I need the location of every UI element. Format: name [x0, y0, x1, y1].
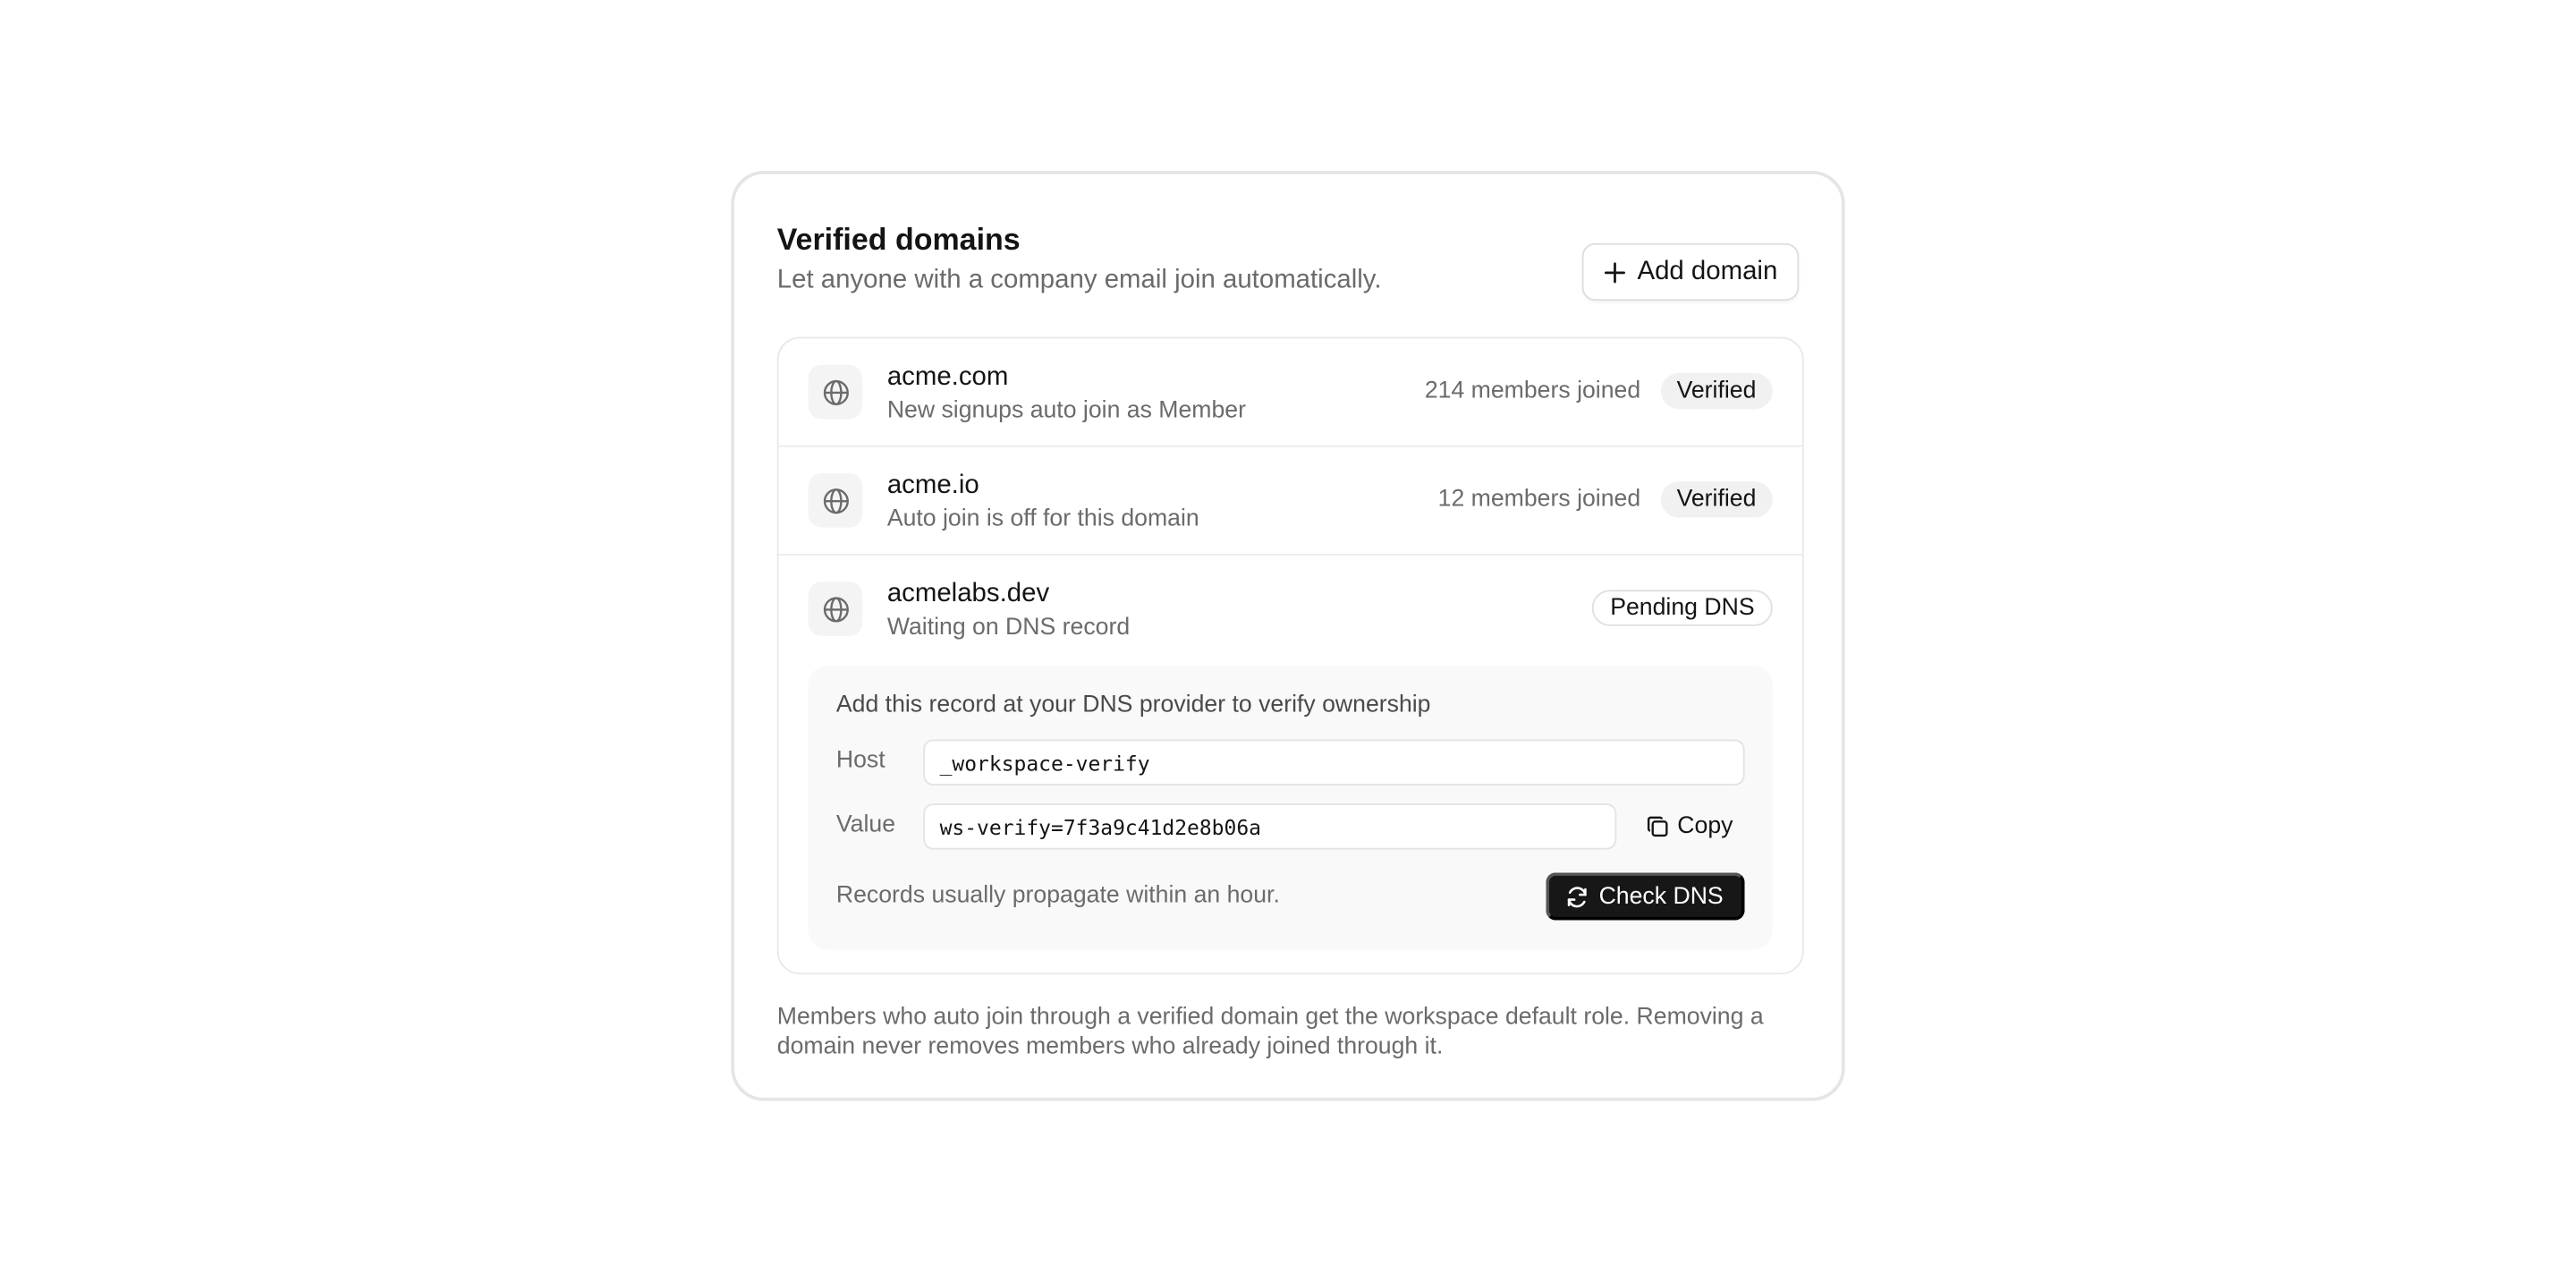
domain-name: acme.com [886, 362, 1009, 392]
host-field[interactable]: _workspace-verify [923, 740, 1744, 786]
status-badge: Pending DNS [1592, 590, 1773, 625]
plus-icon [1603, 260, 1626, 284]
domain-meta [1438, 481, 1773, 517]
domain-name: acmelabs.dev [886, 580, 1050, 608]
value-label: Value [835, 811, 896, 838]
dns-propagation-note: Records usually propagate within an hour. [835, 882, 1280, 909]
globe-icon [809, 473, 863, 528]
value-field[interactable]: ws-verify=7f3a9c41d2e8b06a [923, 803, 1616, 849]
domain-description: Waiting on DNS record [886, 614, 1131, 641]
globe-icon [809, 365, 863, 420]
members-count: 12 members joined [1437, 486, 1641, 514]
card-subtitle: Let anyone with a company email join automatically. [776, 266, 1382, 294]
refresh-icon [1566, 885, 1589, 908]
host-label: Host [835, 747, 886, 775]
add-domain-button[interactable] [1581, 243, 1799, 301]
card-header [777, 220, 1799, 306]
status-badge: Verified [1660, 481, 1773, 517]
domain-meta [1425, 373, 1773, 409]
copy-icon [1646, 815, 1669, 838]
domain-name: acme.io [886, 471, 979, 500]
copy-label: Copy [1677, 813, 1733, 840]
members-count: 214 members joined [1424, 378, 1641, 404]
check-dns-label: Check DNS [1598, 883, 1724, 910]
add-domain-label: Add domain [1637, 257, 1778, 285]
footer-note: Members who auto join through a verified domain get the workspace default role. Removing a domain never removes members who already joined through it. [776, 1004, 1764, 1060]
check-dns-button[interactable] [1546, 872, 1745, 920]
domain-description: Auto join is off for this domain [886, 505, 1199, 533]
dns-instructions: Add this record at your DNS provider to verify ownership [835, 692, 1431, 718]
globe-icon [809, 582, 863, 636]
domain-list [777, 337, 1804, 975]
verified-domains-card [731, 171, 1844, 1101]
domain-row-acme-io[interactable] [779, 447, 1802, 556]
copy-button[interactable] [1633, 803, 1746, 849]
dns-record-panel [809, 666, 1773, 950]
card-title: Verified domains [776, 221, 1021, 257]
domain-description: New signups auto join as Member [886, 397, 1246, 424]
status-badge: Verified [1660, 373, 1773, 409]
domain-row-acme-com[interactable] [779, 338, 1802, 446]
domain-meta [1592, 590, 1773, 625]
